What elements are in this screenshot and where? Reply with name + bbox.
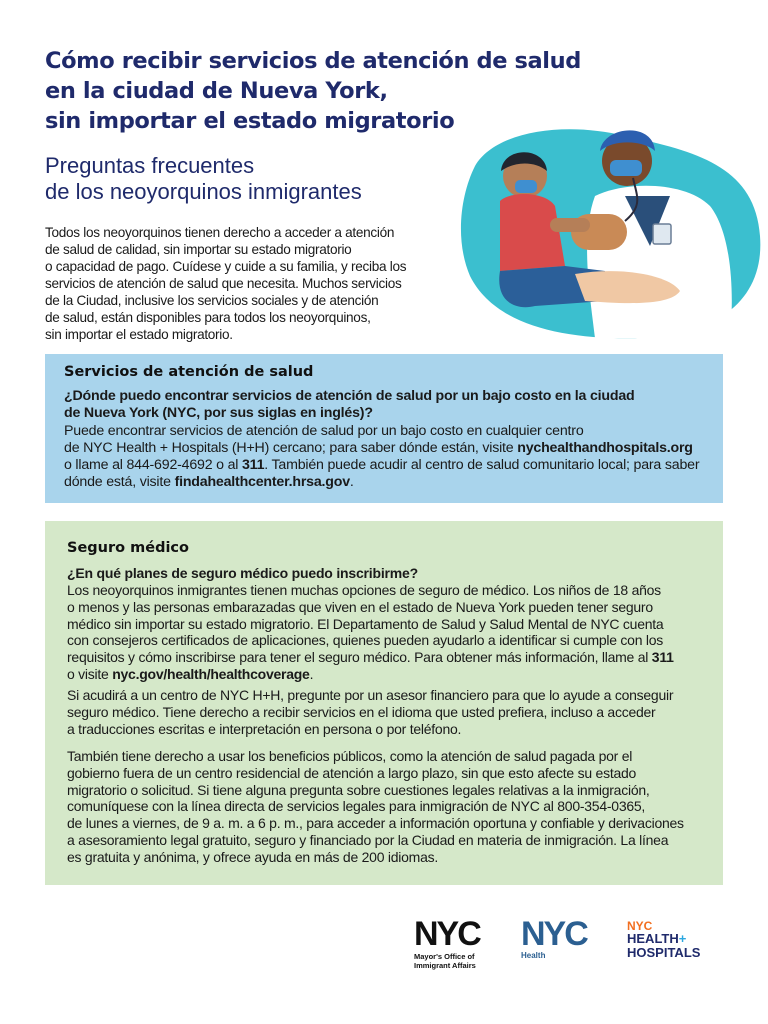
- paragraph-line: es gratuita y anónima, y ofrece ayuda en más de 200 idiomas.: [67, 848, 438, 865]
- nyc-wordmark: NYC: [521, 915, 587, 953]
- phone-311: 311: [651, 649, 674, 666]
- paragraph-line: [67, 649, 674, 666]
- phone-311: 311: [241, 457, 265, 473]
- intro-line: de la Ciudad, inclusive los servicios sociales y de atención: [45, 293, 379, 308]
- intro-line: Todos los neoyorquinos tienen derecho a acceder a atención: [45, 225, 395, 240]
- insurance-section: [45, 521, 723, 885]
- answer-line: [64, 440, 699, 457]
- insurance-paragraph-3: [67, 748, 684, 866]
- page-title: [45, 46, 665, 136]
- insurance-heading: Seguro médico: [67, 540, 189, 556]
- answer-line: [64, 457, 699, 474]
- nyc-health-logo: [521, 915, 605, 968]
- paragraph-text: requisitos y cómo inscribirse para tener el seguro médico. Para obtener más información, llame al: [67, 649, 652, 666]
- page-subtitle: [45, 153, 362, 205]
- subtitle-line: Preguntas frecuentes: [45, 153, 255, 178]
- health-services-section: [45, 354, 723, 503]
- intro-line: o capacidad de pago. Cuídese y cuide a su familia, y reciba los: [45, 259, 407, 274]
- health-services-question: [64, 388, 635, 422]
- health-services-heading: Servicios de atención de salud: [64, 364, 314, 380]
- moia-line: Mayor's Office of: [414, 952, 475, 961]
- paragraph-text: .: [309, 665, 314, 682]
- hh-link[interactable]: nychealthandhospitals.org: [517, 440, 693, 456]
- intro-paragraph: [45, 224, 445, 343]
- paragraph-line: seguro médico. Tiene derecho a recibir servicios en el idioma que usted prefiera, incluso a acceder: [67, 703, 656, 720]
- answer-text: Puede encontrar servicios de atención de salud por un bajo costo en cualquier centro: [64, 423, 584, 439]
- doctor-child-illustration: [455, 126, 765, 341]
- intro-line: sin importar el estado migratorio.: [45, 327, 233, 342]
- question-line: ¿Dónde puedo encontrar servicios de atención de salud por un bajo costo en la ciudad: [64, 388, 635, 404]
- answer-text: . También puede acudir al centro de salud comunitario local; para saber: [264, 457, 700, 473]
- paragraph-text: o visite: [67, 665, 113, 682]
- moia-label: [414, 952, 498, 970]
- title-line: sin importar el estado migratorio: [45, 108, 455, 134]
- paragraph-line: [67, 666, 674, 683]
- paragraph-line: gobierno fuera de un centro residencial de atención a largo plazo, sin que esto afecte su estado: [67, 764, 637, 781]
- answer-text: o llame al 844-692-4692 o al: [64, 457, 242, 473]
- paragraph-line: comuníquese con la línea directa de servicios legales para inmigración de NYC al 800-354-0365,: [67, 798, 646, 815]
- answer-line: [64, 474, 699, 491]
- paragraph-line: a asesoramiento legal gratuito, seguro y financiado por la Ciudad en materia de inmigración. La línea: [67, 831, 669, 848]
- hh-health: [627, 932, 727, 946]
- health-hospitals-logo: [627, 920, 727, 965]
- title-line: Cómo recibir servicios de atención de salud: [45, 48, 581, 74]
- paragraph-line: o menos y las personas embarazadas que viven en el estado de Nueva York pueden tener seguro: [67, 598, 653, 615]
- intro-line: servicios de atención de salud que necesita. Muchos servicios: [45, 276, 402, 291]
- paragraph-line: médico sin importar su estado migratorio. El Departamento de Salud y Salud Mental de NYC cuenta: [67, 615, 664, 632]
- paragraph-line: migratorio o solicitud. Si tiene alguna pregunta sobre cuestiones legales relativas a la inmigración,: [67, 781, 650, 798]
- insurance-question: ¿En qué planes de seguro médico puedo inscribirme?: [67, 565, 418, 581]
- paragraph-line: con consejeros certificados de aplicaciones, quienes pueden ayudarlo a identificar si cumple con los: [67, 632, 664, 649]
- hrsa-link[interactable]: findahealthcenter.hrsa.gov: [174, 474, 350, 490]
- insurance-paragraph-2: [67, 687, 673, 737]
- hh-nyc: NYC: [627, 919, 653, 933]
- subtitle-line: de los neoyorquinos inmigrantes: [45, 179, 362, 204]
- paragraph-line: También tiene derecho a usar los beneficios públicos, como la atención de salud pagada por el: [67, 748, 633, 764]
- intro-line: de salud, están disponibles para todos los neoyorquinos,: [45, 310, 371, 325]
- title-line: en la ciudad de Nueva York,: [45, 78, 388, 104]
- intro-line: de salud de calidad, sin importar su estado migratorio: [45, 242, 352, 257]
- answer-line: [64, 423, 699, 440]
- hh-health-text: HEALTH: [627, 931, 679, 946]
- paragraph-line: Los neoyorquinos inmigrantes tienen muchas opciones de seguro de médico. Los niños de 18 años: [67, 582, 661, 598]
- paragraph-line: de lunes a viernes, de 9 a. m. a 6 p. m., para acceder a información oportuna y confiable y derivaciones: [67, 815, 684, 832]
- question-line: de Nueva York (NYC, por sus siglas en inglés)?: [64, 405, 373, 421]
- paragraph-line: Si acudirá a un centro de NYC H+H, pregunte por un asesor financiero para que lo ayude a conseguir: [67, 687, 674, 703]
- moia-logo: [414, 915, 498, 988]
- insurance-paragraph-1: [67, 582, 674, 683]
- coverage-link[interactable]: nyc.gov/health/healthcoverage: [112, 665, 310, 682]
- health-services-answer: [64, 423, 699, 491]
- health-label: Health: [521, 951, 546, 960]
- nyc-wordmark: NYC: [414, 915, 480, 953]
- plus-icon: +: [678, 931, 687, 946]
- answer-text: de NYC Health + Hospitals (H+H) cercano; para saber dónde están, visite: [64, 440, 518, 456]
- hh-hospitals: HOSPITALS: [627, 945, 701, 960]
- paragraph-line: a traducciones escritas e interpretación en persona o por teléfono.: [67, 720, 462, 737]
- answer-text: .: [349, 474, 354, 490]
- moia-line: Immigrant Affairs: [414, 961, 476, 970]
- answer-text: dónde está, visite: [64, 474, 175, 490]
